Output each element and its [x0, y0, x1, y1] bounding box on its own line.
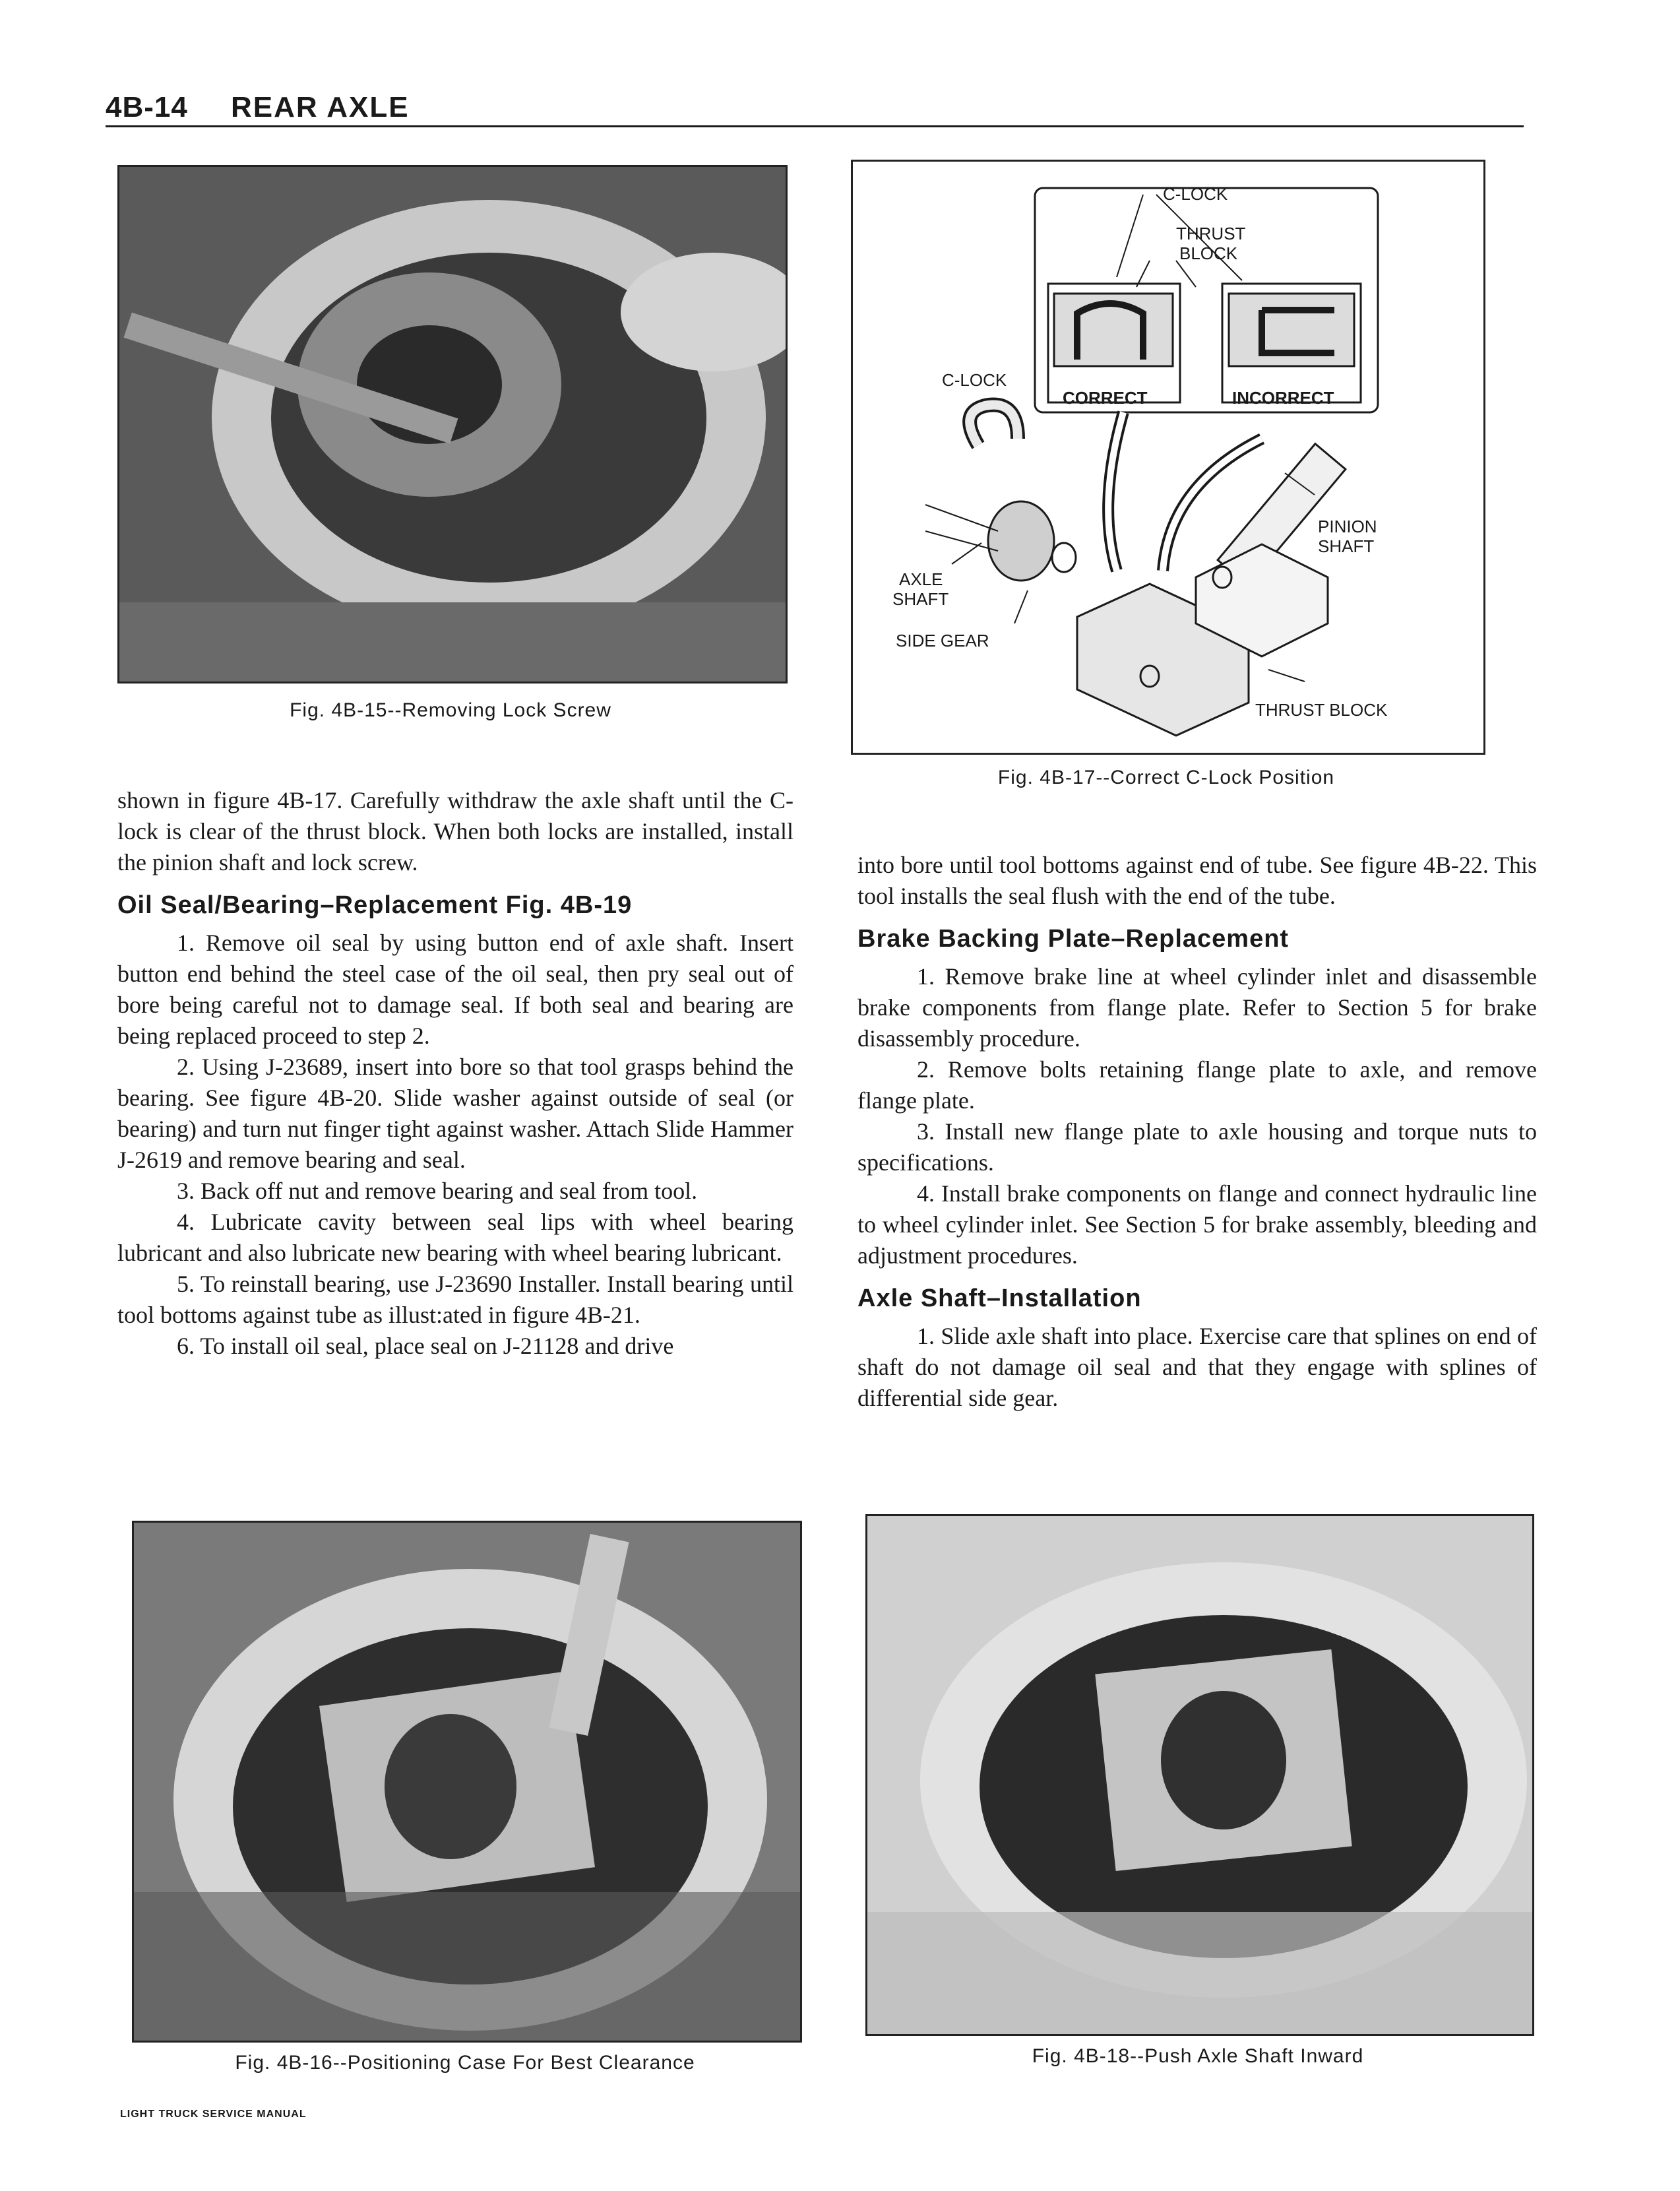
- fig-4b-18-photo: [865, 1514, 1534, 2036]
- label-axle-shaft: SHAFT: [892, 589, 949, 609]
- axle-step-1: 1. Slide axle shaft into place. Exercise care that splines on end of shaft do not damage oil seal and that they engage with splines of differential side gear.: [857, 1323, 1537, 1411]
- axle-shaft-heading: Axle Shaft–Installation: [857, 1285, 1142, 1312]
- label-c-lock-left: C-LOCK: [942, 370, 1007, 390]
- fig-4b-15-caption: Fig. 4B-15--Removing Lock Screw: [290, 699, 611, 721]
- label-side-gear: SIDE GEAR: [896, 631, 989, 651]
- fig-4b-17-caption: Fig. 4B-17--Correct C-Lock Position: [997, 767, 1335, 788]
- brake-step-2: 2. Remove bolts retaining flange plate to axle, and remove flange plate.: [857, 1056, 1537, 1114]
- fig-4b-18-caption: Fig. 4B-18--Push Axle Shaft Inward: [1032, 2045, 1364, 2067]
- brake-backing-heading: Brake Backing Plate–Replacement: [857, 925, 1290, 953]
- brake-step-4: 4. Install brake components on flange and connect hydraulic line to wheel cylinder inlet. See Section 5 for brake assembly, bleeding and adjustment procedures.: [857, 1180, 1537, 1269]
- label-thrust: THRUST: [1176, 224, 1246, 243]
- differential-photo-illustration: [119, 167, 786, 682]
- footer-manual-title: LIGHT TRUCK SERVICE MANUAL: [120, 2109, 307, 2120]
- header-rule: [106, 125, 1524, 127]
- oil-seal-step-2: 2. Using J-23689, insert into bore so that tool grasps behind the bearing. See figure 4B-20. Slide washer against outside of seal (or bearing) and turn nut finger tight against washer. Attach Slide Hammer J-2619 and remove bearing and seal.: [117, 1054, 793, 1173]
- label-pinion-shaft: SHAFT: [1318, 536, 1375, 556]
- label-block: BLOCK: [1179, 243, 1238, 263]
- label-c-lock-top: C-LOCK: [1163, 184, 1228, 204]
- label-pinion: PINION: [1318, 517, 1377, 536]
- oil-seal-step-1: 1. Remove oil seal by using button end of axle shaft. Insert button end behind the steel case of the oil seal, then pry seal out of bore being careful not to damage seal. If both seal and bearing are being replaced proceed to step 2.: [117, 930, 793, 1049]
- fig-4b-15-photo: [117, 165, 788, 683]
- page-number: 4B-14: [106, 91, 188, 123]
- label-axle: AXLE: [899, 569, 943, 589]
- section-title: REAR AXLE: [231, 91, 410, 123]
- differential-case-photo-illustration: [134, 1523, 800, 2041]
- left-column: [117, 785, 793, 1362]
- fig-4b-17-diagram: [851, 160, 1485, 755]
- brake-step-3: 3. Install new flange plate to axle housing and torque nuts to specifications.: [857, 1118, 1537, 1176]
- fig-4b-16-photo: [132, 1521, 802, 2043]
- axle-shaft-photo-illustration: [867, 1516, 1532, 2034]
- label-thrust-block: THRUST BLOCK: [1255, 700, 1388, 720]
- oil-seal-step-6: 6. To install oil seal, place seal on J-21128 and drive: [177, 1333, 674, 1359]
- left-intro: shown in figure 4B-17. Carefully withdraw the axle shaft until the C-lock is clear of the thrust block. When both locks are installed, install the pinion shaft and lock screw.: [117, 787, 793, 875]
- label-incorrect: INCORRECT: [1232, 388, 1334, 408]
- brake-step-1: 1. Remove brake line at wheel cylinder inlet and disassemble brake components from flange plate. Refer to Section 5 for brake disassembly procedure.: [857, 963, 1537, 1052]
- label-correct: CORRECT: [1063, 388, 1148, 408]
- oil-seal-heading: Oil Seal/Bearing–Replacement Fig. 4B-19: [117, 891, 633, 919]
- oil-seal-step-5: 5. To reinstall bearing, use J-23690 Installer. Install bearing until tool bottoms against tube as illust:ated in figure 4B-21.: [117, 1271, 793, 1328]
- fig-4b-16-caption: Fig. 4B-16--Positioning Case For Best Clearance: [235, 2052, 695, 2074]
- right-continuation: into bore until tool bottoms against end of tube. See figure 4B-22. This tool installs the seal flush with the end of the tube.: [857, 852, 1537, 909]
- oil-seal-step-4: 4. Lubricate cavity between seal lips with wheel bearing lubricant and also lubricate new bearing with wheel bearing lubricant.: [117, 1209, 793, 1266]
- right-column: [857, 850, 1537, 1414]
- oil-seal-step-3: 3. Back off nut and remove bearing and seal from tool.: [177, 1178, 698, 1204]
